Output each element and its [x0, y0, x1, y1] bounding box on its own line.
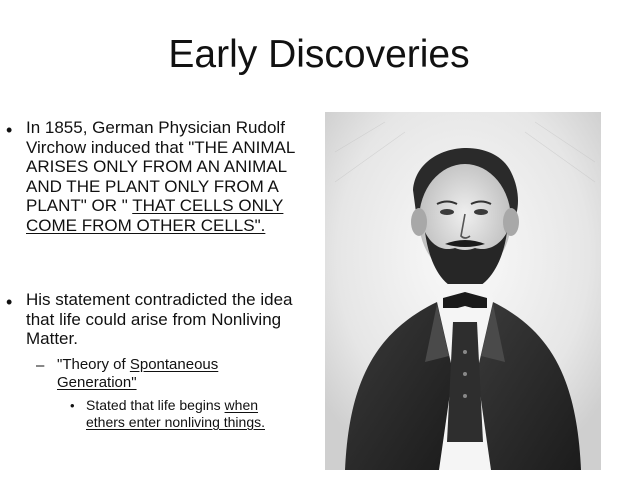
- bullet-virchow-underlined: THAT CELLS ONLY COME FROM OTHER CELLS".: [26, 196, 284, 235]
- slide-title: Early Discoveries: [168, 33, 470, 76]
- ethers-text: Stated that life begins: [86, 397, 225, 413]
- bullet-dot: •: [70, 398, 75, 413]
- theory-generation: Generation": [57, 374, 137, 391]
- bullet-dot: •: [6, 120, 13, 140]
- theory-spontaneous: Spontaneous: [129, 356, 219, 373]
- bullet-virchow-quote: [26, 118, 316, 236]
- theory-quote-open: "Theory of: [57, 356, 130, 373]
- sub-bullet-dash: –: [36, 357, 45, 374]
- portrait-of-rudolf-virchow-icon: [325, 112, 601, 470]
- ethers-underlined: ethers enter nonliving things.: [86, 414, 265, 430]
- sub-bullet-theory: [57, 356, 287, 392]
- bullet-dot: •: [6, 292, 13, 312]
- portrait-image: [325, 112, 601, 470]
- sub-sub-bullet-ethers: [86, 397, 296, 431]
- ethers-when: when: [224, 397, 259, 413]
- bullet-virchow-text: In 1855, German Physician Rudolf Virchow induced that "THE ANIMAL ARISES ONLY FROM AN ANIMAL AND THE PLANT ONLY FROM A PLANT" OR ": [26, 118, 295, 216]
- bullet-contradiction: His statement contradicted the idea that life could arise from Nonliving Matter.: [26, 290, 293, 349]
